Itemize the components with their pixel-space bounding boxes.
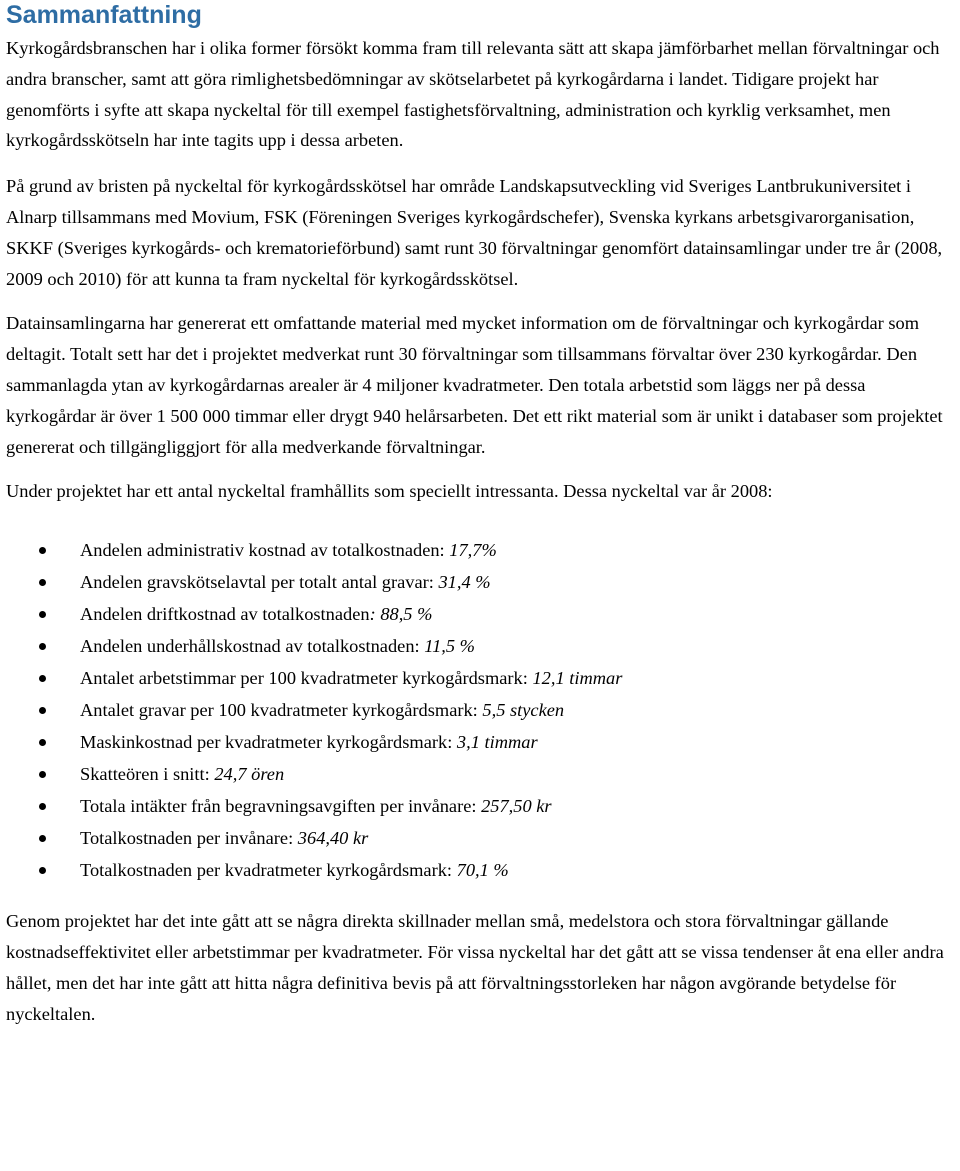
list-item	[6, 822, 956, 854]
key-figure-label: Andelen administrativ kostnad av totalkostnaden:	[80, 540, 450, 561]
list-item	[6, 598, 956, 630]
key-figure-value: 70,1 %	[456, 860, 509, 881]
bullet-icon	[39, 835, 46, 842]
list-item	[6, 758, 956, 790]
key-figure-label: Maskinkostnad per kvadratmeter kyrkogårdsmark:	[80, 732, 457, 753]
key-figure-value: : 88,5 %	[369, 604, 433, 625]
key-figure-label: Antalet gravar per 100 kvadratmeter kyrkogårdsmark:	[80, 700, 483, 721]
key-figure-label: Totalkostnaden per kvadratmeter kyrkogårdsmark:	[80, 860, 457, 881]
bullet-icon	[39, 579, 46, 586]
key-figure-value: 31,4 %	[438, 572, 491, 593]
paragraph-conclusion: Genom projektet har det inte gått att se några direkta skillnader mellan små, medelstora och stora förvaltningar gällande kostnadseffektivitet eller arbetstimmar per kvadratmeter. För vissa nyckeltal har det gått att se vissa tendenser åt ena eller andra hållet, men det har inte gått att hitta några definitiva bevis på att förvaltningsstorleken har någon avgörande betydelse för nyckeltalen.	[6, 911, 944, 1024]
bullet-icon	[39, 643, 46, 650]
paragraph-data-collection: Datainsamlingarna har genererat ett omfattande material med mycket information om de förvaltningar och kyrkogårdar som deltagit. Totalt sett har det i projektet medverkat runt 30 förvaltningar som tillsammans förvaltar över 230 kyrkogårdar. Den sammanlagda ytan av kyrkogårdarnas arealer är 4 miljoner kvadratmeter. Den totala arbetstid som läggs ner på dessa kyrkogårdar är över 1 500 000 timmar eller drygt 940 helårsarbeten. Det ett rikt material som är unikt i databaser som projektet genererat och tillgängliggjort för alla medverkande förvaltningar.	[6, 313, 943, 457]
list-item	[6, 694, 956, 726]
bullet-icon	[39, 707, 46, 714]
paragraph-intro: Kyrkogårdsbranschen har i olika former försökt komma fram till relevanta sätt att skapa jämförbarhet mellan förvaltningar och andra branscher, samt att göra rimlighetsbedömningar av skötselarbetet på kyrkogårdarna i landet. Tidigare projekt har genomförts i syfte att skapa nyckeltal för till exempel fastighetsförvaltning, administration och kyrklig verksamhet, men kyrkogårdsskötseln har inte tagits upp i dessa arbeten.	[6, 38, 940, 151]
bullet-icon	[39, 611, 46, 618]
key-figures-list	[6, 534, 956, 886]
paragraph-key-figures-intro: Under projektet har ett antal nyckeltal framhållits som speciellt intressanta. Dessa nyckeltal var år 2008:	[6, 481, 773, 502]
key-figure-value: 11,5 %	[424, 636, 475, 657]
key-figure-value: 257,50 kr	[481, 796, 552, 817]
list-item	[6, 854, 956, 886]
paragraph-project-background: På grund av bristen på nyckeltal för kyrkogårdsskötsel har område Landskapsutveckling vid Sveriges Lantbrukuniversitet i Alnarp tillsammans med Movium, FSK (Föreningen Sveriges kyrkogårdschefer), Svenska kyrkans arbetsgivarorganisation, SKKF (Sveriges kyrkogårds- och krematorieförbund) samt runt 30 förvaltningar genomfört datainsamlingar under tre år (2008, 2009 och 2010) för att kunna ta fram nyckeltal för kyrkogårdsskötsel.	[6, 176, 943, 289]
key-figure-value: 364,40 kr	[297, 828, 369, 849]
bullet-icon	[39, 739, 46, 746]
bullet-icon	[39, 547, 46, 554]
key-figure-label: Andelen underhållskostnad av totalkostnaden:	[80, 636, 425, 657]
bullet-icon	[39, 803, 46, 810]
key-figure-value: 3,1 timmar	[456, 732, 538, 753]
bullet-icon	[39, 867, 46, 874]
key-figure-label: Totalkostnaden per invånare:	[80, 828, 298, 849]
key-figure-value: 5,5 stycken	[482, 700, 565, 721]
list-item	[6, 662, 956, 694]
bullet-icon	[39, 675, 46, 682]
key-figure-value: 17,7%	[449, 540, 497, 561]
key-figure-label: Totala intäkter från begravningsavgiften per invånare:	[80, 796, 482, 817]
key-figure-label: Skatteören i snitt:	[80, 764, 215, 785]
bullet-icon	[39, 771, 46, 778]
key-figure-label: Andelen gravskötselavtal per totalt antal gravar:	[80, 572, 439, 593]
key-figure-label: Antalet arbetstimmar per 100 kvadratmeter kyrkogårdsmark:	[80, 668, 533, 689]
list-item	[6, 790, 956, 822]
section-heading: Sammanfattning	[6, 1, 202, 29]
key-figure-value: 12,1 timmar	[532, 668, 623, 689]
list-item	[6, 630, 956, 662]
document-page	[6, 0, 956, 1029]
list-item	[6, 726, 956, 758]
key-figure-value: 24,7 ören	[214, 764, 285, 785]
list-item	[6, 534, 956, 566]
list-item	[6, 566, 956, 598]
key-figure-label: Andelen driftkostnad av totalkostnaden	[80, 604, 370, 625]
